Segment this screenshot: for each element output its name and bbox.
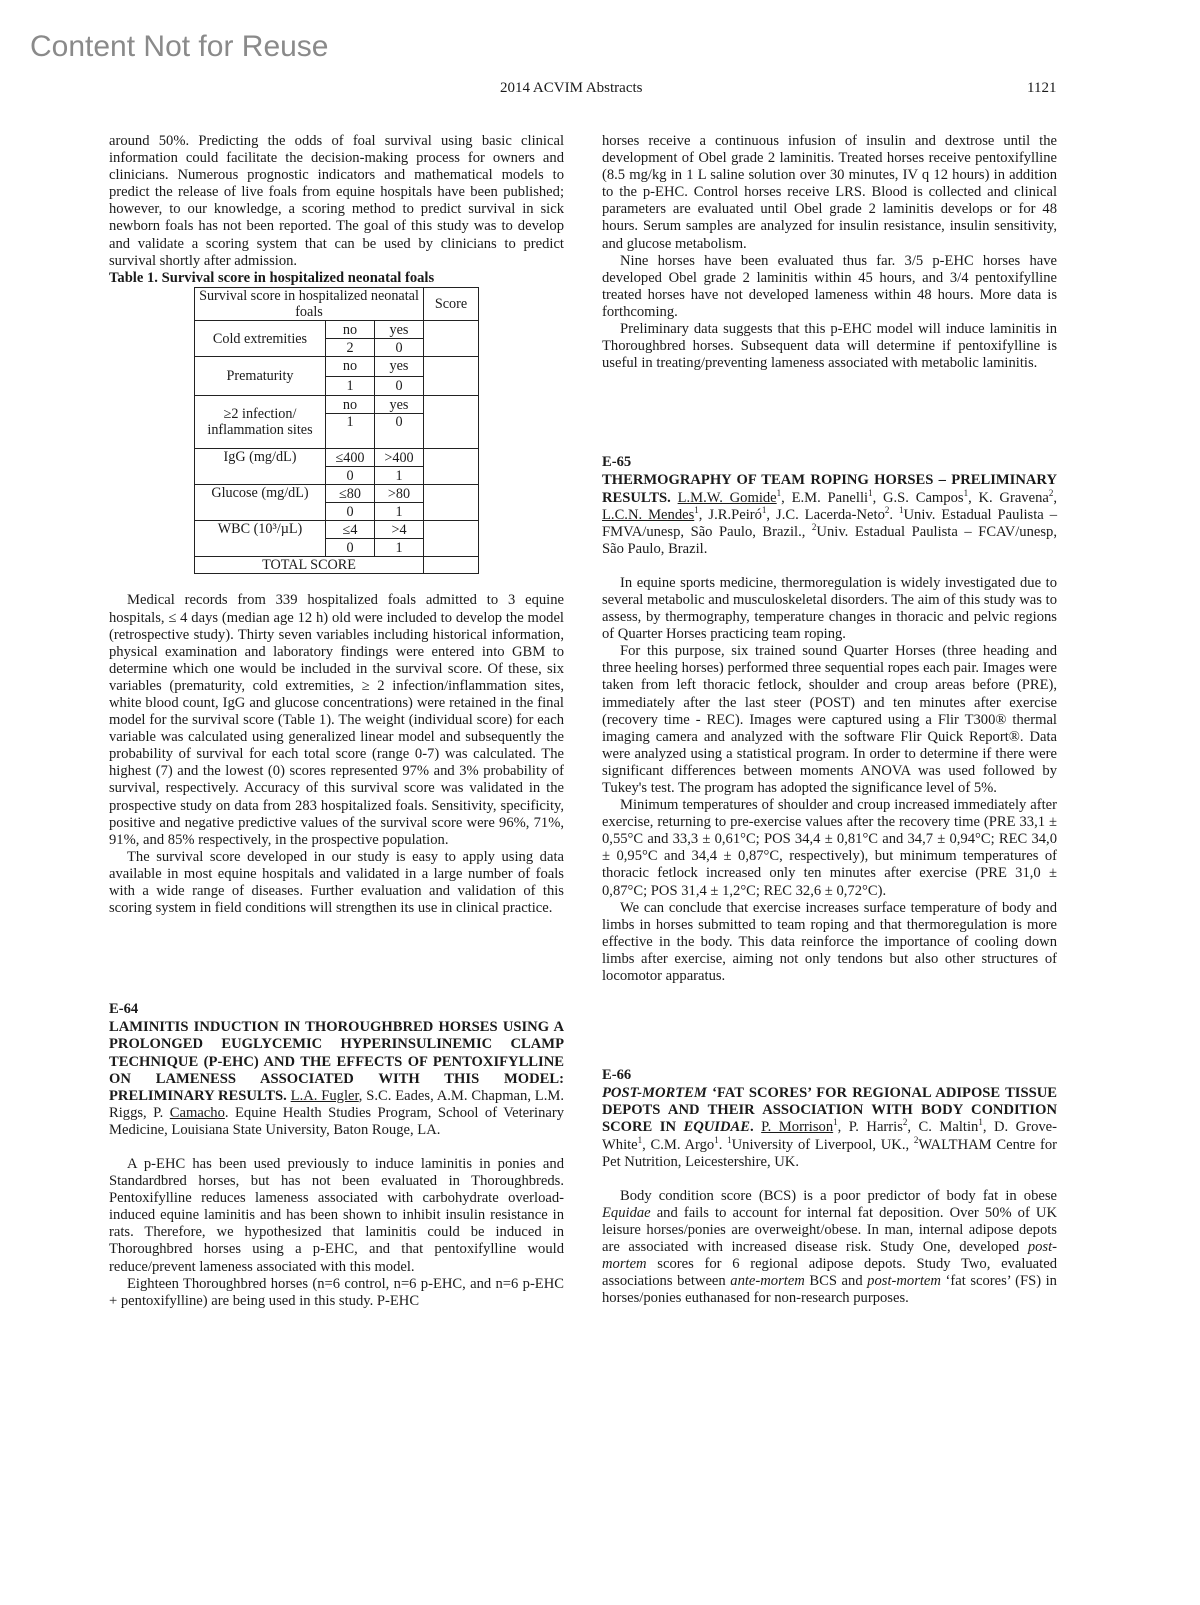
score-cell	[424, 449, 479, 485]
table-row	[195, 321, 479, 339]
affiliation-mark: 1	[963, 487, 969, 498]
e64-continued-paragraph: horses receive a continuous infusion of insulin and dextrose until the development of Obel grade 2 laminitis. Treated horses receive pentoxifylline (8.5 mg/kg in 1 L saline solution over 30 minutes, IV q 12 hours) in addition to the p-EHC. Control horses receive LRS. Blood is collected and clinical parameters are evaluated until Obel grade 2 laminitis develops or for 48 hours. Serum samples are analyzed for insulin resistance, insulin sensitivity, and glucose metabolism.	[602, 133, 1057, 252]
value-cell: 0	[375, 376, 424, 396]
score-cell	[424, 485, 479, 521]
table-row	[195, 557, 479, 574]
separator: .	[889, 506, 900, 523]
option-cell: yes	[375, 321, 424, 339]
score-cell	[424, 321, 479, 357]
option-cell: no	[326, 321, 375, 339]
left-column	[109, 133, 564, 1310]
affiliation-mark: 1	[761, 504, 767, 515]
option-cell: no	[326, 357, 375, 377]
affiliation: University of Liverpool, UK.,	[731, 1136, 914, 1153]
abstract-title-e64: LAMINITIS INDUCTION IN THOROUGHBRED HORSES USING A PROLONGED EUGLYCEMIC HYPERINSULINEMIC CLAMP TECHNIQUE (P-EHC) AND THE EFFECTS OF PENTOXIFYLLINE ON LAMENESS ASSOCIATED WITH THIS MODEL: PRELIMINARY RESULTS.	[109, 1019, 564, 1104]
option-cell: ≤80	[326, 485, 375, 503]
abstract-id-e64: E-64	[109, 1001, 139, 1018]
row-label: WBC (10³/µL)	[195, 521, 326, 557]
author: , G.S. Campos	[872, 489, 964, 506]
affiliation-mark: 1	[637, 1134, 643, 1145]
option-cell: yes	[375, 357, 424, 377]
score-cell	[424, 521, 479, 557]
score-cell	[424, 396, 479, 449]
score-cell	[424, 357, 479, 396]
row-label: ≥2 infection/ inflammation sites	[195, 396, 326, 449]
affiliation-mark: 2	[1048, 487, 1054, 498]
option-cell: ≤4	[326, 521, 375, 539]
title-italic: POST-MORTEM	[602, 1085, 707, 1102]
separator: .	[718, 1136, 728, 1153]
value-cell: 2	[326, 339, 375, 357]
affiliation: . Equine Health Studies Program, School of Veterinary Medicine, Louisiana State University, Baton Rouge, LA.	[109, 1104, 565, 1138]
option-cell: no	[326, 396, 375, 414]
table-header-score: Score	[424, 287, 479, 320]
option-cell: yes	[375, 396, 424, 414]
total-score-cell	[424, 557, 479, 574]
results-paragraph: Medical records from 339 hospitalized foals admitted to 3 equine hospitals, ≤ 4 days (median age 12 h) old were included to develop the model (retrospective study). Thirty seven variables including historical information, physical examination and laboratory findings were entered into GBM to determine which one would be included in the survival score. Of these, six variables (prematurity, cold extremities, ≥ 2 infection/inflammation sites, white blood count, IgG and glucose concentrations) were retained in the final model for the survival score (Table 1). The weight (individual score) for each variable was calculated using generalized linear model and subsequently the probability of survival for each total score (range 0-7) was calculated. The highest (7) and the lowest (0) scores represented 97% and 3% probability of survival, respectively. Accuracy of this survival score was validated in the prospective study on data from 283 hospitalized foals. Sensitivity, specificity, positive and negative predictive values of the survival score were 96%, 71%, 91%, and 85% respectively, in the prospective population.	[109, 592, 564, 848]
right-column	[602, 133, 1057, 1307]
table-row	[195, 485, 479, 503]
affiliation-mark: 1	[899, 504, 904, 515]
value-cell: 1	[375, 503, 424, 521]
option-cell: >80	[375, 485, 424, 503]
table-row	[195, 449, 479, 467]
italic-text: Equidae	[602, 1204, 651, 1221]
value-cell: 0	[326, 467, 375, 485]
e65-paragraph-3: Minimum temperatures of shoulder and croup increased immediately after exercise, returning to pre-exercise values after the recovery time (PRE 33,1 ± 0,55°C and 33,3 ± 0,61°C; POS 34,4 ± 0,81°C and 34,7 ± 0,94°C; REC 34,0 ± 0,95°C and 34,4 ± 0,87°C, respectively), but minimum temperatures of thoracic fetlock increased only ten minutes after exercise (PRE 31,0 ± 0,87°C; POS 31,4 ± 1,2°C; REC 32,6 ± 0,72°C).	[602, 797, 1057, 899]
value-cell: 1	[375, 467, 424, 485]
affiliation-mark: 1	[978, 1117, 983, 1128]
abstract-header-e65	[602, 472, 1057, 557]
title-text: .	[750, 1119, 762, 1136]
author: , C. Maltin	[907, 1119, 979, 1136]
conclusion-paragraph: The survival score developed in our study is easy to apply using data available in most equine hospitals and validated in a large number of foals with a wide range of diseases. Further evaluation and validation of this scoring system in field conditions will strengthen its use in clinical practice.	[109, 848, 564, 917]
row-label: IgG (mg/dL)	[195, 449, 326, 485]
survival-score-table	[194, 287, 479, 575]
separator: ,	[1053, 489, 1058, 506]
value-cell: 1	[375, 539, 424, 557]
value-cell: 0	[375, 339, 424, 357]
text: BCS and	[804, 1273, 868, 1290]
abstract-header-e64	[109, 1019, 564, 1139]
row-label: Glucose (mg/dL)	[195, 485, 326, 521]
presenting-author: L.A. Fugler	[290, 1087, 359, 1104]
affiliation-mark: 1	[694, 504, 699, 515]
author-list: , S.C. Eades, A.M. Chapman, L.M. Riggs, P.	[109, 1087, 564, 1121]
author: , P. Harris	[837, 1119, 903, 1136]
table-row	[195, 521, 479, 539]
option-cell: >4	[375, 521, 424, 539]
title-text: ‘FAT SCORES’ FOR REGIONAL ADIPOSE TISSUE DEPOTS AND THEIR ASSOCIATION WITH BODY CONDITION SCORE IN	[602, 1085, 1057, 1136]
affiliation-mark: 2	[884, 504, 890, 515]
senior-author: L.C.N. Mendes	[602, 506, 695, 523]
running-head: 2014 ACVIM Abstracts	[500, 80, 643, 96]
abstract-id-e66: E-66	[602, 1067, 632, 1084]
affiliation-mark: 1	[868, 487, 873, 498]
affiliation-mark: 1	[833, 1117, 838, 1128]
value-cell: 0	[326, 539, 375, 557]
italic-text: post-mortem	[602, 1238, 1057, 1273]
senior-author: Camacho	[169, 1104, 225, 1121]
e66-paragraph-1	[602, 1188, 1057, 1308]
row-label: Prematurity	[195, 357, 326, 396]
text: scores for 6 regional adipose depots. Study Two, evaluated associations between	[602, 1256, 1057, 1290]
author: , J.C. Lacerda-Neto	[766, 506, 885, 523]
affiliation-mark: 2	[811, 521, 817, 532]
e64-conclusion-paragraph: Preliminary data suggests that this p-EHC model will induce laminitis in Thoroughbred horses. Subsequent data will determine if pentoxifylline is useful in treating/preventing lameness associated with metabolic laminitis.	[602, 321, 1057, 372]
text: and fails to account for internal fat deposition. Over 50% of UK leisure horses/ponies are overweight/obese. In man, internal adipose depots are associated with increased disease risk. Study One, developed	[602, 1204, 1057, 1255]
italic-text: post-mortem	[867, 1273, 941, 1290]
author: , C.M. Argo	[642, 1136, 715, 1153]
text: Body condition score (BCS) is a poor predictor of body fat in obese	[620, 1187, 1057, 1204]
presenting-author: P. Morrison	[761, 1119, 834, 1136]
value-cell: 0	[326, 503, 375, 521]
table-caption: Table 1. Survival score in hospitalized neonatal foals	[109, 269, 435, 286]
e65-paragraph-4: We can conclude that exercise increases surface temperature of body and limbs in horses submitted to team roping and that thermoregulation is more effective in the body. This data reinforce the importance of cooling down limbs after exercise, aiming not only tendons but also other structures of locomotor apparatus.	[602, 899, 1057, 985]
e64-results-paragraph: Nine horses have been evaluated thus far. 3/5 p-EHC horses have developed Obel grade 2 laminitis within 45 hours, and 3/4 pentoxifylline treated horses have not developed lameness within 48 hours. More data is forthcoming.	[602, 252, 1057, 320]
affiliation-mark: 1	[714, 1134, 719, 1145]
table-row	[195, 357, 479, 377]
total-score-label: TOTAL SCORE	[195, 557, 424, 574]
affiliation-mark: 2	[913, 1134, 919, 1145]
intro-paragraph: around 50%. Predicting the odds of foal survival using basic clinical information could facilitate the decision-making process for owners and clinicians. Numerous prognostic indicators and mathematical models to predict the release of live foals from equine hospitals have been published; however, to our knowledge, a scoring method to predict survival in sick newborn foals has not been reported. The goal of this study was to develop and validate a scoring system that can be used by clinicians to predict survival shortly after admission.	[109, 133, 564, 269]
affiliation-mark: 2	[902, 1117, 908, 1128]
page-number: 1121	[1027, 80, 1057, 96]
text: ‘fat scores’ (FS) in horses/ponies euthanased for non-research purposes.	[602, 1273, 1057, 1307]
affiliation: Univ. Estadual Paulista – FCAV/unesp, São Paulo, Brazil.	[602, 523, 1057, 557]
abstract-id-e65: E-65	[602, 454, 632, 471]
value-cell: 0	[375, 414, 424, 449]
affiliation: WALTHAM Centre for Pet Nutrition, Leicestershire, UK.	[602, 1136, 1058, 1170]
watermark: Content Not for Reuse	[30, 30, 329, 63]
italic-text: ante-mortem	[730, 1273, 805, 1290]
author: , K. Gravena	[968, 489, 1049, 506]
author: , E.M. Panelli	[781, 489, 869, 506]
author: , J.R.Peiró	[698, 506, 762, 523]
e64-paragraph-2: Eighteen Thoroughbred horses (n=6 control, n=6 p-EHC, and n=6 p-EHC + pentoxifylline) are being used in this study. P-EHC	[109, 1275, 564, 1309]
author: , D. Grove-White	[602, 1119, 1058, 1153]
e64-paragraph-1: A p-EHC has been used previously to induce laminitis in ponies and Standardbred horses, but has not been evaluated in Thoroughbreds. Pentoxifylline reduces lameness associated with carbohydrate overload-induced equine laminitis and has been shown to inhibit insulin resistance in rats. Therefore, we hypothesized that laminitis could be induced in Thoroughbred horses using a p-EHC, and that pentoxifylline would reduce/prevent lameness associated with this model.	[109, 1155, 564, 1275]
option-cell: ≤400	[326, 449, 375, 467]
abstract-title-e65: THERMOGRAPHY OF TEAM ROPING HORSES – PRELIMINARY RESULTS.	[602, 472, 1057, 506]
table-header-label: Survival score in hospitalized neonatal foals	[195, 287, 424, 320]
abstract-header-e66	[602, 1085, 1057, 1170]
title-italic: EQUIDAE	[683, 1119, 750, 1136]
affiliation: Univ. Estadual Paulista – FMVA/unesp, São Paulo, Brazil.,	[602, 506, 1058, 540]
e65-paragraph-2: For this purpose, six trained sound Quarter Horses (three heading and three heeling horses) performed three sequential ropes each pair. Images were taken from left thoracic fetlock, shoulder and croup areas before (PRE), immediately after the last steer (POST) and ten minutes after exercise (recovery time - REC). Images were captured using a Flir T300® thermal imaging camera and analyzed with the software Flir Quick Report®. Data were analyzed using a statistical program. In order to determine if there were significant differences between moments ANOVA was used followed by Tukey's test. The program has adopted the significance level of 5%.	[602, 643, 1057, 796]
value-cell: 1	[326, 414, 375, 449]
value-cell: 1	[326, 376, 375, 396]
option-cell: >400	[375, 449, 424, 467]
table-row	[195, 396, 479, 414]
presenting-author: L.M.W. Gomide	[677, 489, 777, 506]
affiliation-mark: 1	[727, 1134, 732, 1145]
affiliation-mark: 1	[776, 487, 782, 498]
e65-paragraph-1: In equine sports medicine, thermoregulation is widely investigated due to several metabolic and musculoskeletal disorders. The aim of this study was to assess, by thermography, temperature changes in thoracic and pelvic regions of Quarter Horses practicing team roping.	[602, 574, 1057, 643]
row-label: Cold extremities	[195, 321, 326, 357]
